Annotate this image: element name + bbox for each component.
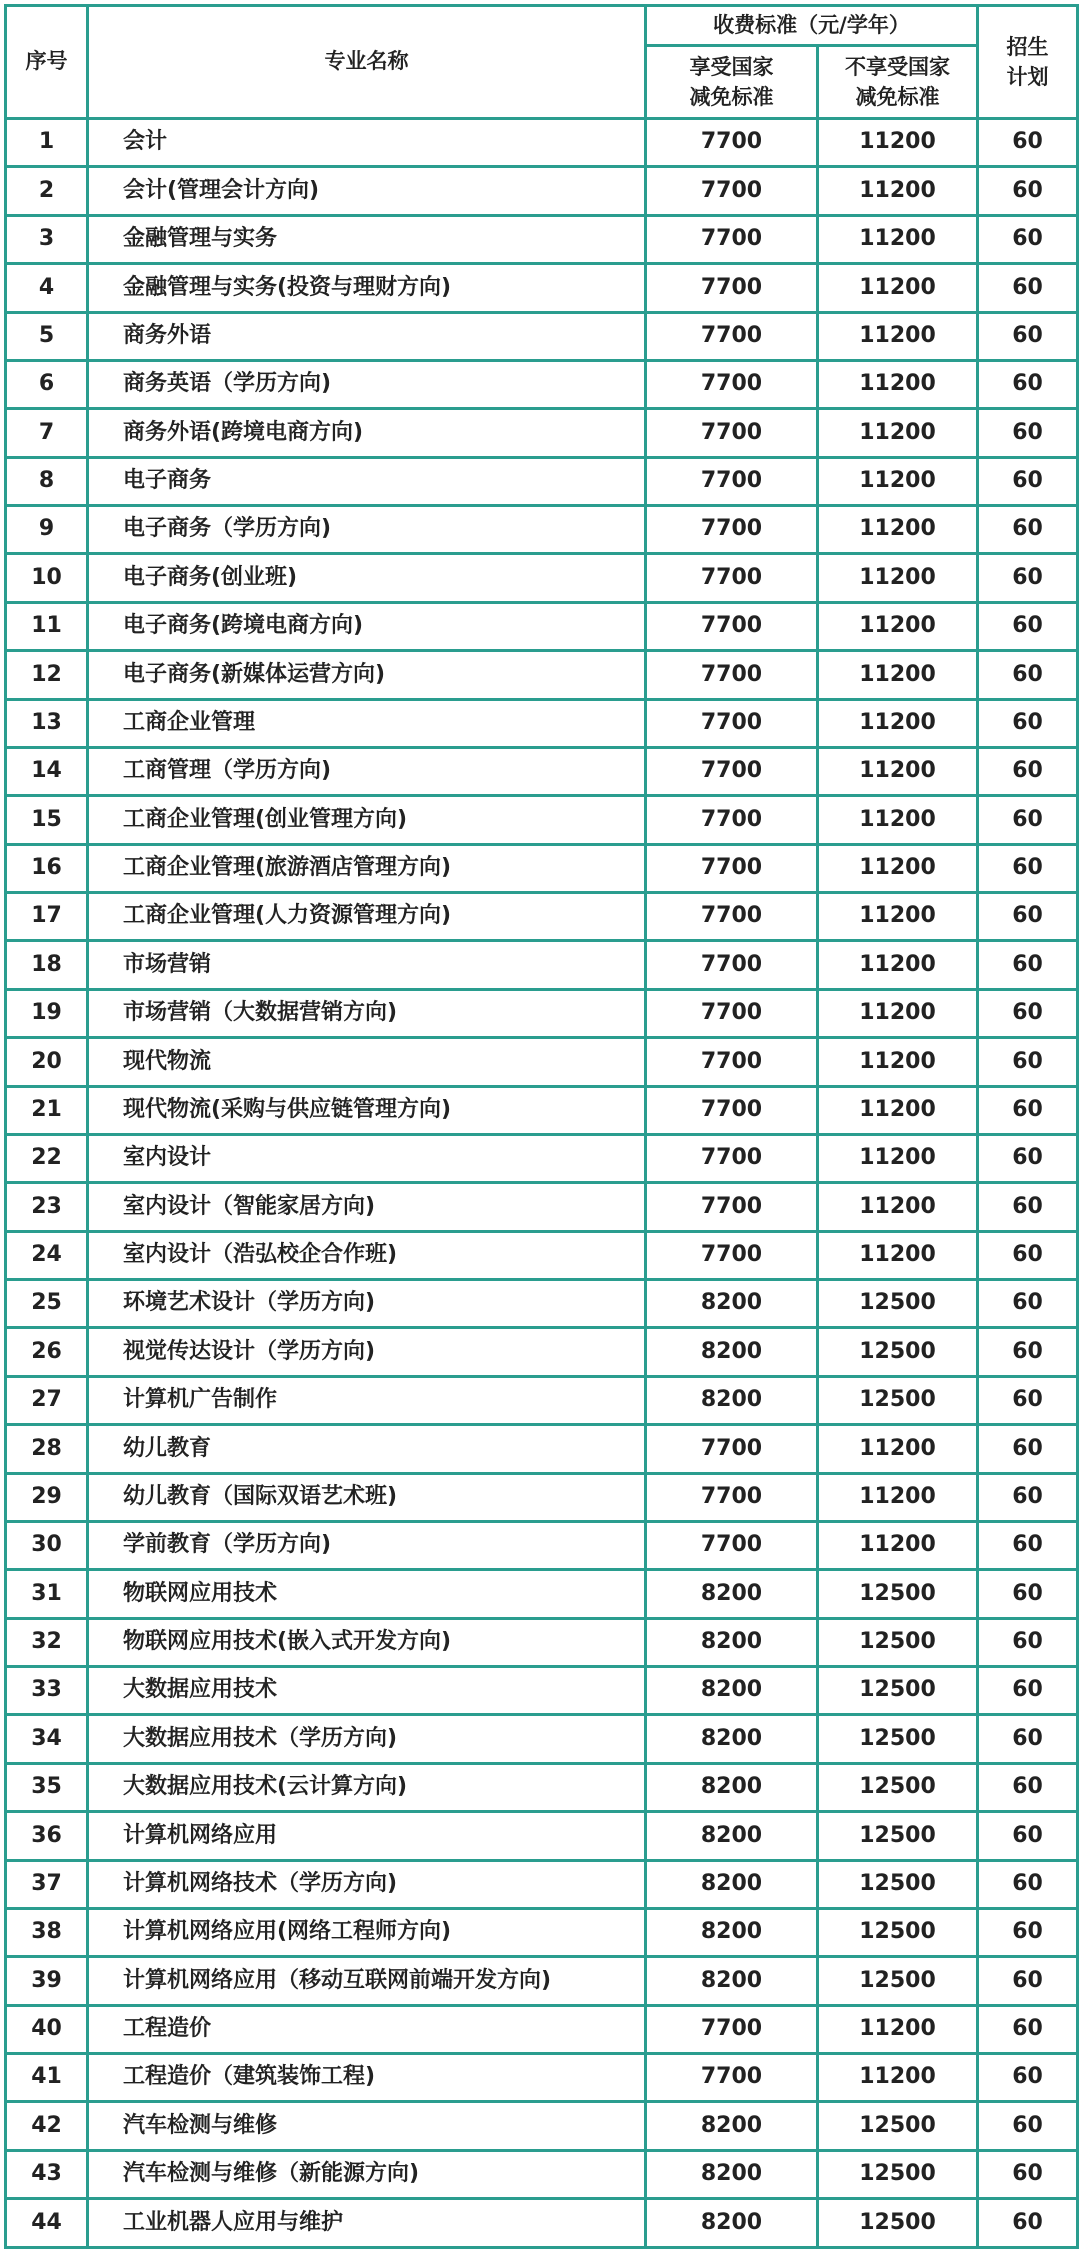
fee-reduced-cell: 8200 <box>646 1715 818 1763</box>
fee-full-cell: 11200 <box>818 941 978 989</box>
plan-cell: 60 <box>978 1860 1078 1908</box>
major-name-cell: 幼儿教育 <box>88 1425 646 1473</box>
major-name-cell: 工商企业管理(旅游酒店管理方向) <box>88 844 646 892</box>
seq-cell: 21 <box>6 1086 88 1134</box>
fee-full-cell: 11200 <box>818 651 978 699</box>
plan-cell: 60 <box>978 989 1078 1037</box>
table-row <box>6 2199 1078 2248</box>
seq-cell: 34 <box>6 1715 88 1763</box>
table-row <box>6 457 1078 505</box>
table-row <box>6 1425 1078 1473</box>
plan-cell: 60 <box>978 119 1078 167</box>
fee-reduced-cell: 7700 <box>646 2054 818 2102</box>
table-header <box>6 6 1078 119</box>
plan-cell: 60 <box>978 167 1078 215</box>
fee-reduced-cell: 8200 <box>646 2150 818 2198</box>
seq-cell: 22 <box>6 1134 88 1182</box>
plan-cell: 60 <box>978 651 1078 699</box>
major-name-cell: 工业机器人应用与维护 <box>88 2199 646 2248</box>
plan-cell: 60 <box>978 1425 1078 1473</box>
major-name-cell: 市场营销 <box>88 941 646 989</box>
table-row <box>6 1038 1078 1086</box>
fee-reduced-cell: 7700 <box>646 1521 818 1569</box>
plan-cell: 60 <box>978 312 1078 360</box>
fee-full-cell: 11200 <box>818 844 978 892</box>
fee-reduced-cell: 7700 <box>646 409 818 457</box>
fee-full-cell: 11200 <box>818 264 978 312</box>
major-name-cell: 物联网应用技术(嵌入式开发方向) <box>88 1618 646 1666</box>
header-fee-full <box>818 46 978 119</box>
seq-cell: 20 <box>6 1038 88 1086</box>
table-row <box>6 506 1078 554</box>
major-name-cell: 电子商务(跨境电商方向) <box>88 602 646 650</box>
fee-full-cell: 12500 <box>818 1957 978 2005</box>
fee-reduced-cell: 7700 <box>646 893 818 941</box>
table-row <box>6 1860 1078 1908</box>
fee-full-cell: 11200 <box>818 602 978 650</box>
major-name-cell: 学前教育（学历方向) <box>88 1521 646 1569</box>
fee-full-cell: 12500 <box>818 1570 978 1618</box>
fee-full-cell: 12500 <box>818 1763 978 1811</box>
plan-cell: 60 <box>978 941 1078 989</box>
major-name-cell: 大数据应用技术(云计算方向) <box>88 1763 646 1811</box>
major-name-cell: 环境艺术设计（学历方向) <box>88 1280 646 1328</box>
fee-reduced-cell: 7700 <box>646 1086 818 1134</box>
plan-cell: 60 <box>978 1231 1078 1279</box>
fee-reduced-cell: 7700 <box>646 215 818 263</box>
seq-cell: 16 <box>6 844 88 892</box>
fee-reduced-cell: 7700 <box>646 554 818 602</box>
seq-cell: 26 <box>6 1328 88 1376</box>
plan-cell: 60 <box>978 264 1078 312</box>
fee-reduced-cell: 8200 <box>646 1376 818 1424</box>
plan-cell: 60 <box>978 844 1078 892</box>
plan-cell: 60 <box>978 2150 1078 2198</box>
plan-cell: 60 <box>978 893 1078 941</box>
table-row <box>6 2005 1078 2053</box>
fee-reduced-cell: 7700 <box>646 1231 818 1279</box>
seq-cell: 43 <box>6 2150 88 2198</box>
major-name-cell: 大数据应用技术（学历方向) <box>88 1715 646 1763</box>
plan-cell: 60 <box>978 554 1078 602</box>
seq-cell: 23 <box>6 1183 88 1231</box>
major-name-cell: 工商企业管理(创业管理方向) <box>88 796 646 844</box>
fee-full-cell: 11200 <box>818 1521 978 1569</box>
header-seq: 序号 <box>6 6 88 119</box>
seq-cell: 6 <box>6 360 88 408</box>
table-row <box>6 602 1078 650</box>
fee-full-cell: 12500 <box>818 1908 978 1956</box>
table-row <box>6 1812 1078 1860</box>
fee-full-cell: 11200 <box>818 167 978 215</box>
seq-cell: 14 <box>6 747 88 795</box>
seq-cell: 25 <box>6 1280 88 1328</box>
major-name-cell: 电子商务（学历方向) <box>88 506 646 554</box>
table-row <box>6 1667 1078 1715</box>
header-major: 专业名称 <box>88 6 646 119</box>
table-row <box>6 1086 1078 1134</box>
seq-cell: 9 <box>6 506 88 554</box>
table-row <box>6 699 1078 747</box>
table-row <box>6 264 1078 312</box>
seq-cell: 37 <box>6 1860 88 1908</box>
table-row <box>6 1957 1078 2005</box>
fee-reduced-cell: 8200 <box>646 1280 818 1328</box>
major-name-cell: 商务英语（学历方向) <box>88 360 646 408</box>
fee-full-cell: 11200 <box>818 1183 978 1231</box>
seq-cell: 40 <box>6 2005 88 2053</box>
fee-full-cell: 12500 <box>818 1860 978 1908</box>
plan-cell: 60 <box>978 215 1078 263</box>
seq-cell: 12 <box>6 651 88 699</box>
table-row <box>6 1618 1078 1666</box>
seq-cell: 13 <box>6 699 88 747</box>
fee-reduced-cell: 7700 <box>646 941 818 989</box>
major-name-cell: 工商企业管理 <box>88 699 646 747</box>
plan-cell: 60 <box>978 1280 1078 1328</box>
plan-cell: 60 <box>978 1183 1078 1231</box>
major-name-cell: 电子商务 <box>88 457 646 505</box>
seq-cell: 24 <box>6 1231 88 1279</box>
seq-cell: 4 <box>6 264 88 312</box>
fee-full-cell: 11200 <box>818 893 978 941</box>
header-plan-line1: 招生 <box>1006 34 1049 59</box>
fee-full-cell: 11200 <box>818 699 978 747</box>
seq-cell: 28 <box>6 1425 88 1473</box>
fee-full-cell: 11200 <box>818 989 978 1037</box>
plan-cell: 60 <box>978 2005 1078 2053</box>
table-row <box>6 2054 1078 2102</box>
seq-cell: 41 <box>6 2054 88 2102</box>
table-row <box>6 1134 1078 1182</box>
fee-full-cell: 11200 <box>818 1231 978 1279</box>
fee-reduced-cell: 7700 <box>646 312 818 360</box>
major-name-cell: 室内设计 <box>88 1134 646 1182</box>
fee-reduced-cell: 7700 <box>646 1038 818 1086</box>
fee-full-cell: 12500 <box>818 2102 978 2150</box>
major-name-cell: 计算机广告制作 <box>88 1376 646 1424</box>
fee-reduced-cell: 8200 <box>646 1667 818 1715</box>
header-fee-reduced-line2: 减免标准 <box>689 85 774 109</box>
table-row <box>6 747 1078 795</box>
seq-cell: 29 <box>6 1473 88 1521</box>
seq-cell: 10 <box>6 554 88 602</box>
fee-reduced-cell: 7700 <box>646 989 818 1037</box>
table-row <box>6 2150 1078 2198</box>
fee-reduced-cell: 8200 <box>646 2102 818 2150</box>
header-fee-reduced-line1: 享受国家 <box>689 54 774 79</box>
fee-reduced-cell: 7700 <box>646 651 818 699</box>
fee-full-cell: 12500 <box>818 1328 978 1376</box>
seq-cell: 44 <box>6 2199 88 2248</box>
fee-reduced-cell: 8200 <box>646 1763 818 1811</box>
fee-full-cell: 11200 <box>818 1425 978 1473</box>
major-name-cell: 市场营销（大数据营销方向) <box>88 989 646 1037</box>
major-name-cell: 大数据应用技术 <box>88 1667 646 1715</box>
table-row <box>6 989 1078 1037</box>
plan-cell: 60 <box>978 2102 1078 2150</box>
fee-full-cell: 11200 <box>818 796 978 844</box>
table-row <box>6 409 1078 457</box>
fee-full-cell: 12500 <box>818 1715 978 1763</box>
major-name-cell: 计算机网络技术（学历方向) <box>88 1860 646 1908</box>
major-name-cell: 现代物流 <box>88 1038 646 1086</box>
major-name-cell: 物联网应用技术 <box>88 1570 646 1618</box>
fee-full-cell: 12500 <box>818 1280 978 1328</box>
fee-reduced-cell: 7700 <box>646 1183 818 1231</box>
table-row <box>6 1280 1078 1328</box>
fee-reduced-cell: 8200 <box>646 1860 818 1908</box>
fee-full-cell: 11200 <box>818 506 978 554</box>
fee-reduced-cell: 7700 <box>646 360 818 408</box>
table-row <box>6 844 1078 892</box>
major-name-cell: 电子商务(新媒体运营方向) <box>88 651 646 699</box>
table-row <box>6 167 1078 215</box>
table-row <box>6 1763 1078 1811</box>
plan-cell: 60 <box>978 1134 1078 1182</box>
table-row <box>6 1328 1078 1376</box>
plan-cell: 60 <box>978 699 1078 747</box>
seq-cell: 8 <box>6 457 88 505</box>
fee-reduced-cell: 8200 <box>646 2199 818 2248</box>
seq-cell: 15 <box>6 796 88 844</box>
fee-full-cell: 11200 <box>818 1473 978 1521</box>
table-row <box>6 360 1078 408</box>
plan-cell: 60 <box>978 1763 1078 1811</box>
major-name-cell: 计算机网络应用 <box>88 1812 646 1860</box>
plan-cell: 60 <box>978 1812 1078 1860</box>
seq-cell: 7 <box>6 409 88 457</box>
fee-full-cell: 12500 <box>818 2199 978 2248</box>
major-name-cell: 工商企业管理(人力资源管理方向) <box>88 893 646 941</box>
plan-cell: 60 <box>978 2054 1078 2102</box>
plan-cell: 60 <box>978 1473 1078 1521</box>
header-fee-full-line1: 不享受国家 <box>845 54 950 79</box>
plan-cell: 60 <box>978 457 1078 505</box>
plan-cell: 60 <box>978 1328 1078 1376</box>
plan-cell: 60 <box>978 2199 1078 2248</box>
header-fee-group: 收费标准（元/学年） <box>646 6 978 46</box>
major-name-cell: 视觉传达设计（学历方向) <box>88 1328 646 1376</box>
plan-cell: 60 <box>978 1086 1078 1134</box>
plan-cell: 60 <box>978 1038 1078 1086</box>
fee-reduced-cell: 7700 <box>646 747 818 795</box>
fee-full-cell: 11200 <box>818 312 978 360</box>
fee-full-cell: 11200 <box>818 360 978 408</box>
seq-cell: 27 <box>6 1376 88 1424</box>
fee-reduced-cell: 7700 <box>646 844 818 892</box>
fee-reduced-cell: 8200 <box>646 1328 818 1376</box>
plan-cell: 60 <box>978 1570 1078 1618</box>
major-name-cell: 商务外语(跨境电商方向) <box>88 409 646 457</box>
table-row <box>6 1715 1078 1763</box>
fee-reduced-cell: 7700 <box>646 457 818 505</box>
table-row <box>6 1570 1078 1618</box>
plan-cell: 60 <box>978 747 1078 795</box>
table-row <box>6 651 1078 699</box>
plan-cell: 60 <box>978 1521 1078 1569</box>
table-body <box>6 119 1078 2248</box>
fee-full-cell: 11200 <box>818 119 978 167</box>
major-name-cell: 室内设计（浩弘校企合作班) <box>88 1231 646 1279</box>
fee-full-cell: 11200 <box>818 457 978 505</box>
fee-full-cell: 12500 <box>818 1812 978 1860</box>
fee-full-cell: 11200 <box>818 1038 978 1086</box>
fee-full-cell: 11200 <box>818 1134 978 1182</box>
seq-cell: 32 <box>6 1618 88 1666</box>
fee-full-cell: 11200 <box>818 2005 978 2053</box>
table-row <box>6 312 1078 360</box>
seq-cell: 5 <box>6 312 88 360</box>
fee-reduced-cell: 7700 <box>646 602 818 650</box>
major-name-cell: 金融管理与实务 <box>88 215 646 263</box>
seq-cell: 36 <box>6 1812 88 1860</box>
major-name-cell: 会计(管理会计方向) <box>88 167 646 215</box>
table-row <box>6 215 1078 263</box>
major-name-cell: 电子商务(创业班) <box>88 554 646 602</box>
major-name-cell: 现代物流(采购与供应链管理方向) <box>88 1086 646 1134</box>
seq-cell: 3 <box>6 215 88 263</box>
table-row <box>6 1473 1078 1521</box>
header-fee-reduced <box>646 46 818 119</box>
major-name-cell: 计算机网络应用(网络工程师方向) <box>88 1908 646 1956</box>
table-row <box>6 1183 1078 1231</box>
fee-reduced-cell: 7700 <box>646 119 818 167</box>
fee-reduced-cell: 7700 <box>646 264 818 312</box>
major-name-cell: 幼儿教育（国际双语艺术班) <box>88 1473 646 1521</box>
fee-full-cell: 11200 <box>818 747 978 795</box>
table-row <box>6 1376 1078 1424</box>
major-name-cell: 计算机网络应用（移动互联网前端开发方向) <box>88 1957 646 2005</box>
plan-cell: 60 <box>978 360 1078 408</box>
table-row <box>6 1521 1078 1569</box>
seq-cell: 31 <box>6 1570 88 1618</box>
major-name-cell: 汽车检测与维修 <box>88 2102 646 2150</box>
plan-cell: 60 <box>978 1376 1078 1424</box>
fee-reduced-cell: 7700 <box>646 167 818 215</box>
plan-cell: 60 <box>978 602 1078 650</box>
header-fee-full-line2: 减免标准 <box>855 85 940 109</box>
fee-full-cell: 11200 <box>818 1086 978 1134</box>
fee-reduced-cell: 7700 <box>646 506 818 554</box>
seq-cell: 33 <box>6 1667 88 1715</box>
fee-reduced-cell: 8200 <box>646 1908 818 1956</box>
header-plan-line2: 计划 <box>1006 65 1049 89</box>
fee-full-cell: 12500 <box>818 1667 978 1715</box>
table-row <box>6 893 1078 941</box>
seq-cell: 30 <box>6 1521 88 1569</box>
table-row <box>6 941 1078 989</box>
fee-reduced-cell: 8200 <box>646 1618 818 1666</box>
plan-cell: 60 <box>978 409 1078 457</box>
fee-reduced-cell: 7700 <box>646 1134 818 1182</box>
seq-cell: 17 <box>6 893 88 941</box>
table-row <box>6 796 1078 844</box>
table-row <box>6 2102 1078 2150</box>
fee-full-cell: 11200 <box>818 215 978 263</box>
major-name-cell: 工商管理（学历方向) <box>88 747 646 795</box>
table-row <box>6 554 1078 602</box>
major-name-cell: 汽车检测与维修（新能源方向) <box>88 2150 646 2198</box>
fee-full-cell: 12500 <box>818 1618 978 1666</box>
major-name-cell: 工程造价 <box>88 2005 646 2053</box>
plan-cell: 60 <box>978 1667 1078 1715</box>
plan-cell: 60 <box>978 506 1078 554</box>
fee-full-cell: 11200 <box>818 554 978 602</box>
table-row <box>6 119 1078 167</box>
seq-cell: 19 <box>6 989 88 1037</box>
seq-cell: 35 <box>6 1763 88 1811</box>
plan-cell: 60 <box>978 796 1078 844</box>
major-name-cell: 工程造价（建筑装饰工程) <box>88 2054 646 2102</box>
fee-reduced-cell: 7700 <box>646 2005 818 2053</box>
fee-full-cell: 11200 <box>818 2054 978 2102</box>
fee-reduced-cell: 7700 <box>646 699 818 747</box>
seq-cell: 1 <box>6 119 88 167</box>
plan-cell: 60 <box>978 1957 1078 2005</box>
table-row <box>6 1231 1078 1279</box>
seq-cell: 2 <box>6 167 88 215</box>
fee-reduced-cell: 7700 <box>646 796 818 844</box>
plan-cell: 60 <box>978 1715 1078 1763</box>
fee-full-cell: 12500 <box>818 1376 978 1424</box>
table-row <box>6 1908 1078 1956</box>
seq-cell: 38 <box>6 1908 88 1956</box>
plan-cell: 60 <box>978 1618 1078 1666</box>
fee-full-cell: 11200 <box>818 409 978 457</box>
major-name-cell: 会计 <box>88 119 646 167</box>
fee-table <box>4 4 1079 2249</box>
seq-cell: 42 <box>6 2102 88 2150</box>
seq-cell: 11 <box>6 602 88 650</box>
fee-reduced-cell: 8200 <box>646 1957 818 2005</box>
fee-reduced-cell: 7700 <box>646 1473 818 1521</box>
seq-cell: 18 <box>6 941 88 989</box>
fee-full-cell: 12500 <box>818 2150 978 2198</box>
major-name-cell: 室内设计（智能家居方向) <box>88 1183 646 1231</box>
seq-cell: 39 <box>6 1957 88 2005</box>
plan-cell: 60 <box>978 1908 1078 1956</box>
major-name-cell: 金融管理与实务(投资与理财方向) <box>88 264 646 312</box>
fee-reduced-cell: 8200 <box>646 1570 818 1618</box>
fee-reduced-cell: 8200 <box>646 1812 818 1860</box>
fee-reduced-cell: 7700 <box>646 1425 818 1473</box>
header-plan <box>978 6 1078 119</box>
major-name-cell: 商务外语 <box>88 312 646 360</box>
